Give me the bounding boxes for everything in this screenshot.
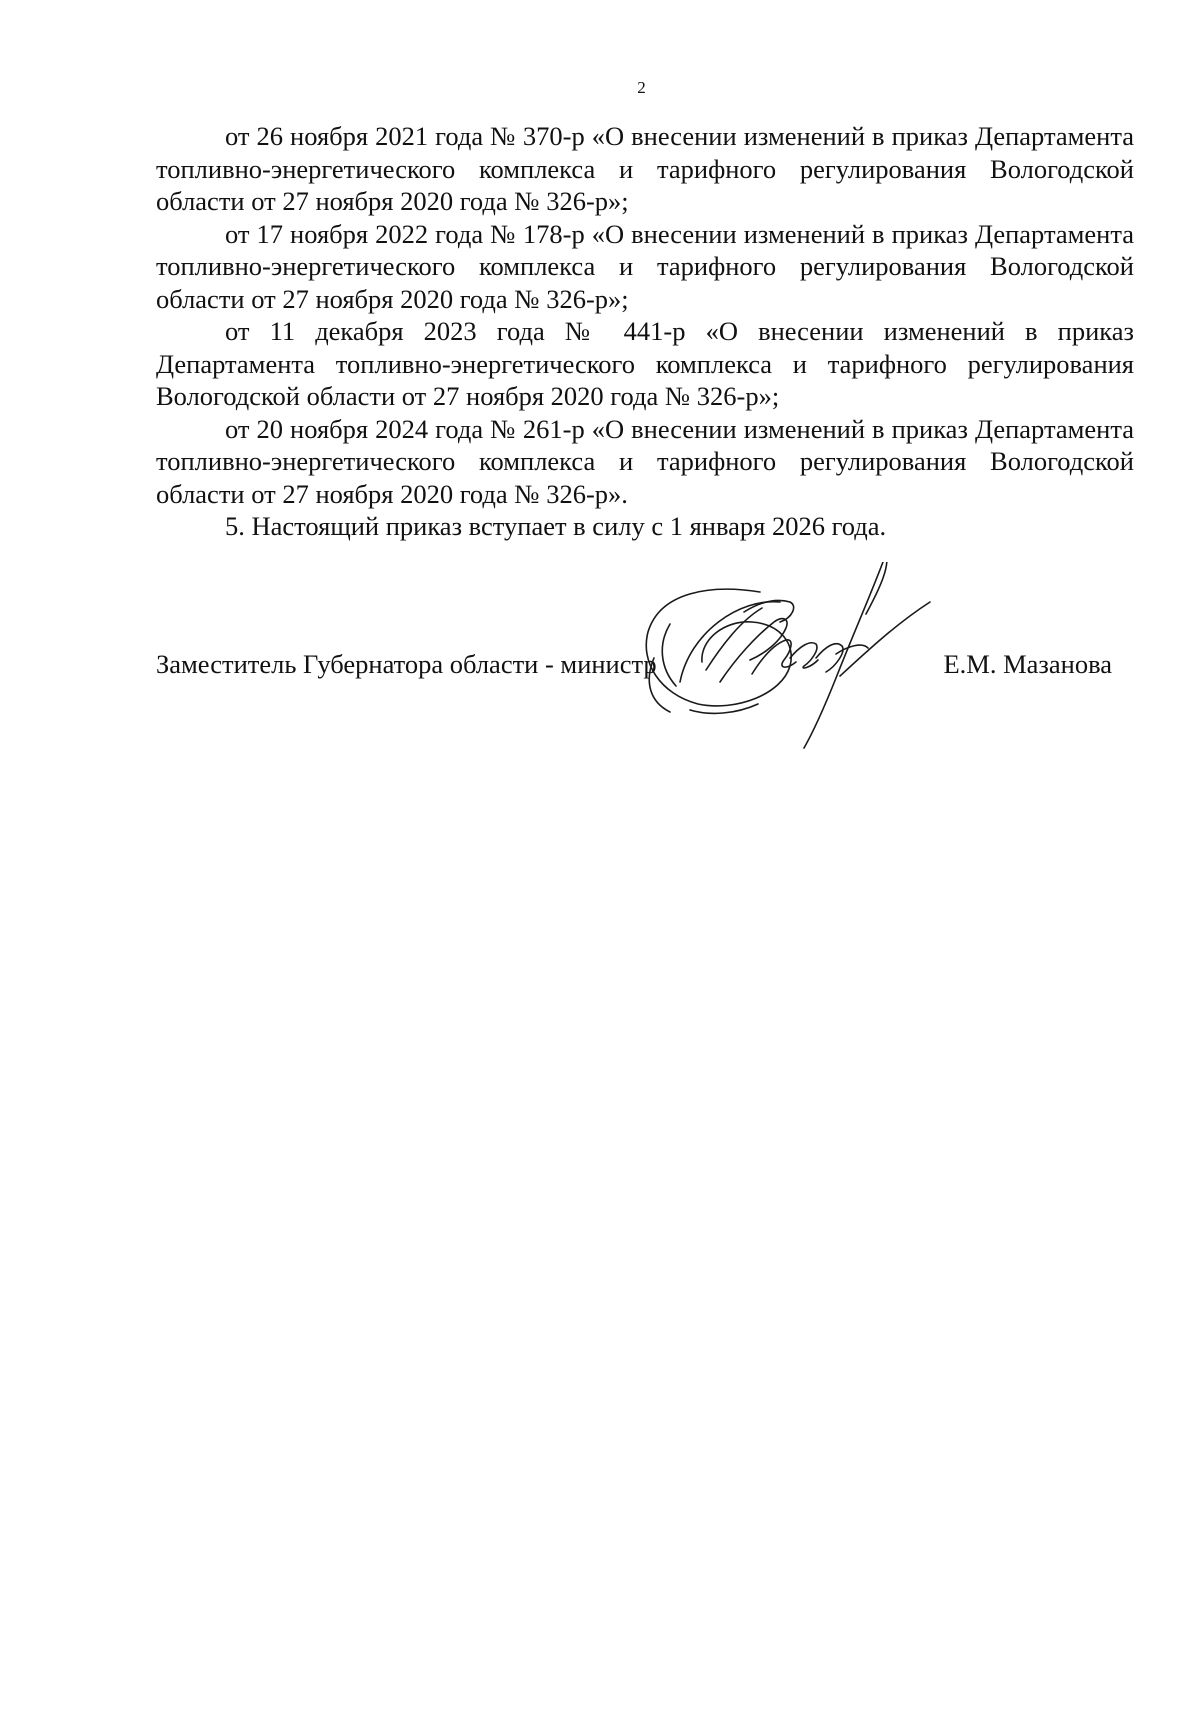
signer-title: Заместитель Губернатора области - министр — [156, 649, 657, 679]
signer-name: Е.М. Мазанова — [943, 649, 1112, 679]
amendment-paragraph-2022: от 17 ноября 2022 года № 178-р «О внесении изменений в приказ Департамента топливно-энергетического комплекса и тарифного регулирования Вологодской области от 27 ноября 2020 года № 326-р»; — [156, 218, 1134, 314]
document-body — [156, 120, 1134, 543]
amendment-paragraph-2023: от 11 декабря 2023 года № 441-р «О внесении изменений в приказ Департамента топливно-энергетического комплекса и тарифного регулирования Вологодской области от 27 ноября 2020 года № 326-р»; — [156, 316, 1134, 411]
handwritten-signature-icon — [640, 562, 970, 752]
amendment-paragraph-2021: от 26 ноября 2021 года № 370-р «О внесении изменений в приказ Департамента топливно-энергетического комплекса и тарифного регулирования Вологодской области от 27 ноября 2020 года № 326-р»; — [156, 121, 1134, 216]
amendment-paragraph-2024: от 20 ноября 2024 года № 261-р «О внесении изменений в приказ Департамента топливно-энергетического комплекса и тарифного регулирования Вологодской области от 27 ноября 2020 года № 326-р». — [156, 413, 1134, 509]
effective-date-paragraph: 5. Настоящий приказ вступает в силу с 1 января 2026 года. — [225, 511, 887, 541]
page-number: 2 — [637, 78, 646, 97]
